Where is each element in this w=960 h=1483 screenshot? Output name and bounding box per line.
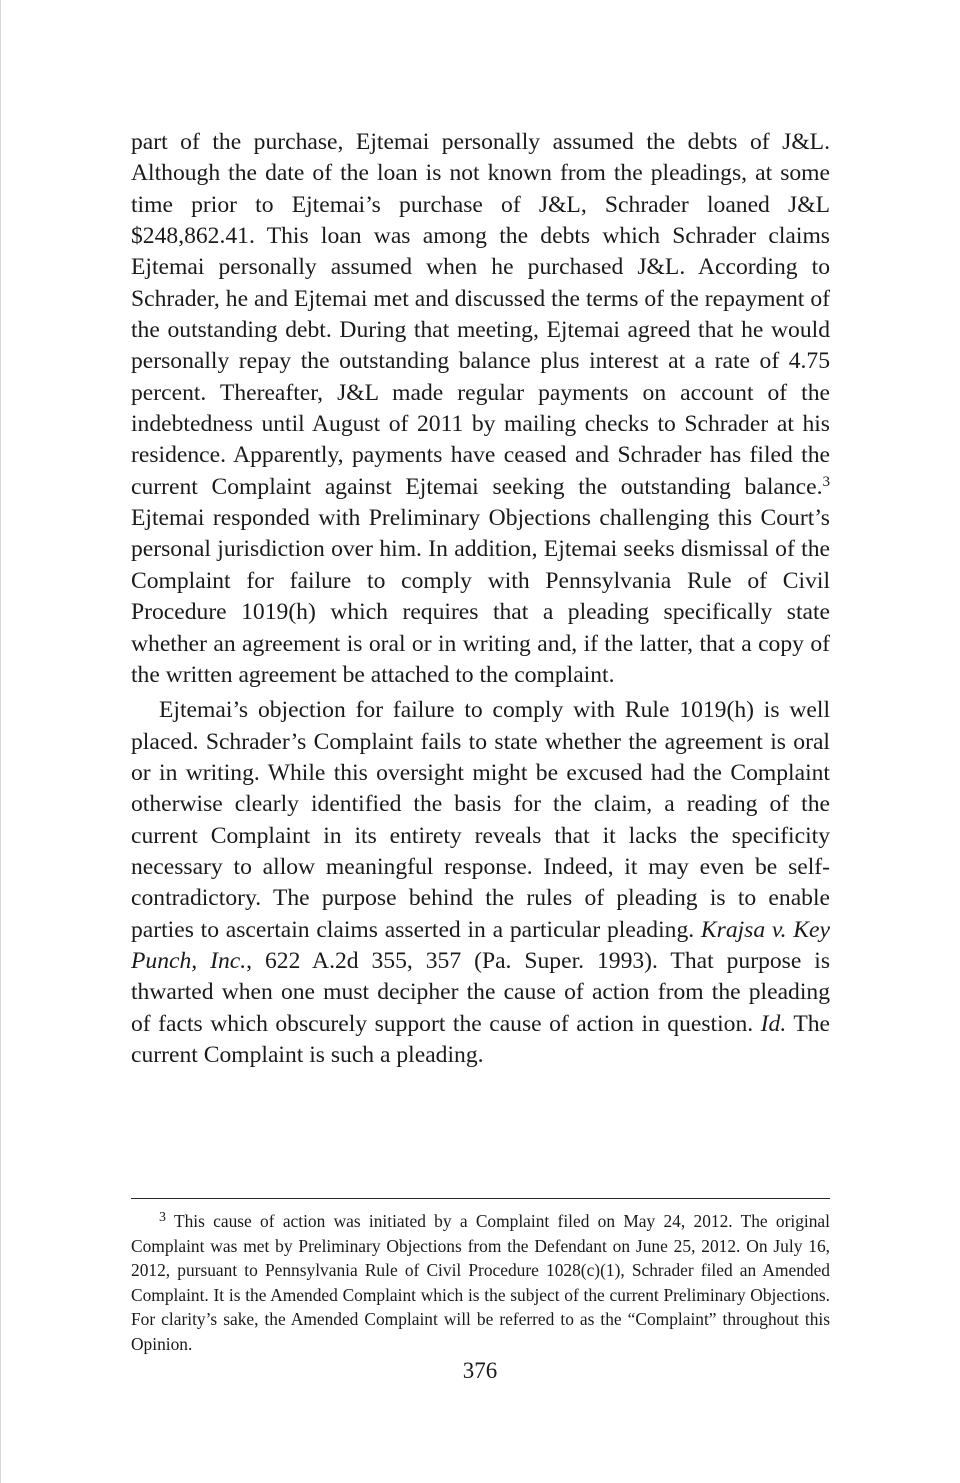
page-number: 376 bbox=[462, 1358, 498, 1383]
paragraph-2-text-end: The current Complaint is such a pleading. bbox=[131, 1010, 830, 1068]
paragraph-1-text-continued: Ejtemai responded with Preliminary Objections challenging this Court’s personal jurisdiction over him. In addition, Ejtemai seeks dismissal of the Complaint for failure to comply with Pennsylvania Rule of Civil Procedure 1019(h) which requires that a pleading specifically state whether an agreement is oral or in writing and, if the latter, that a copy of the written agreement be attached to the complaint. bbox=[131, 505, 830, 688]
paragraph-2-text-citation: , 622 A.2d 355, 357 (Pa. Super. 1993). That purpose is thwarted when one must decipher the cause of action from the pleading of facts which obscurely support the cause of action in question. bbox=[131, 947, 830, 1037]
page-edge bbox=[0, 0, 1, 1483]
footnote-text: This cause of action was initiated by a Complaint filed on May 24, 2012. The original Complaint was met by Preliminary Objections from the Defendant on June 25, 2012. On July 16, 2012, pursuant to Pennsylvania Rule of Civil Procedure 1028(c)(1), Schrader filed an Amended Complaint. It is the Amended Complaint which is the subject of the current Preliminary Objections. For clarity’s sake, the Amended Complaint will be referred to as the “Complaint” throughout this Opinion. bbox=[131, 1211, 830, 1354]
body-text bbox=[131, 127, 830, 1071]
paragraph-2 bbox=[131, 695, 830, 1071]
paragraph-2-text: Ejtemai’s objection for failure to comply with Rule 1019(h) is well placed. Schrader’s Complaint fails to state whether the agreement is oral or in writing. While this oversight might be excused had the Complaint otherwise clearly identified the basis for the claim, a reading of the current Complaint in its entirety reveals that it lacks the specificity necessary to allow meaningful response. Indeed, it may even be self-contradictory. The purpose behind the rules of pleading is to enable parties to ascertain claims asserted in a particular pleading. bbox=[131, 697, 830, 943]
case-citation-name: Krajsa v. Key Punch, Inc. bbox=[131, 916, 830, 974]
id-citation: Id. bbox=[760, 1010, 787, 1037]
paragraph-1-text: part of the purchase, Ejtemai personally assumed the debts of J&L. Although the date of the loan is not known from the pleadings, at some time prior to Ejtemai’s purchase of J&L, Schrader loaned J&L $248,862.41. This loan was among the debts which Schrader claims Ejtemai personally assumed when he purchased J&L. According to Schrader, he and Ejtemai met and discussed the terms of the repayment of the outstanding debt. During that meeting, Ejtemai agreed that he would personally repay the outstanding balance plus interest at a rate of 4.75 percent. Thereafter, J&L made regular payments on account of the indebtedness until August of 2011 by mailing checks to Schrader at his residence. Apparently, payments have ceased and Schrader has filed the current Complaint against Ejtemai seeking the outstanding balance. bbox=[131, 129, 830, 500]
footnote bbox=[131, 1209, 830, 1357]
paragraph-1 bbox=[131, 127, 830, 691]
footnote-reference[interactable]: 3 bbox=[822, 473, 830, 490]
footnote-number: 3 bbox=[159, 1210, 166, 1225]
footnote-paragraph bbox=[131, 1209, 830, 1357]
footnote-divider bbox=[131, 1198, 830, 1199]
